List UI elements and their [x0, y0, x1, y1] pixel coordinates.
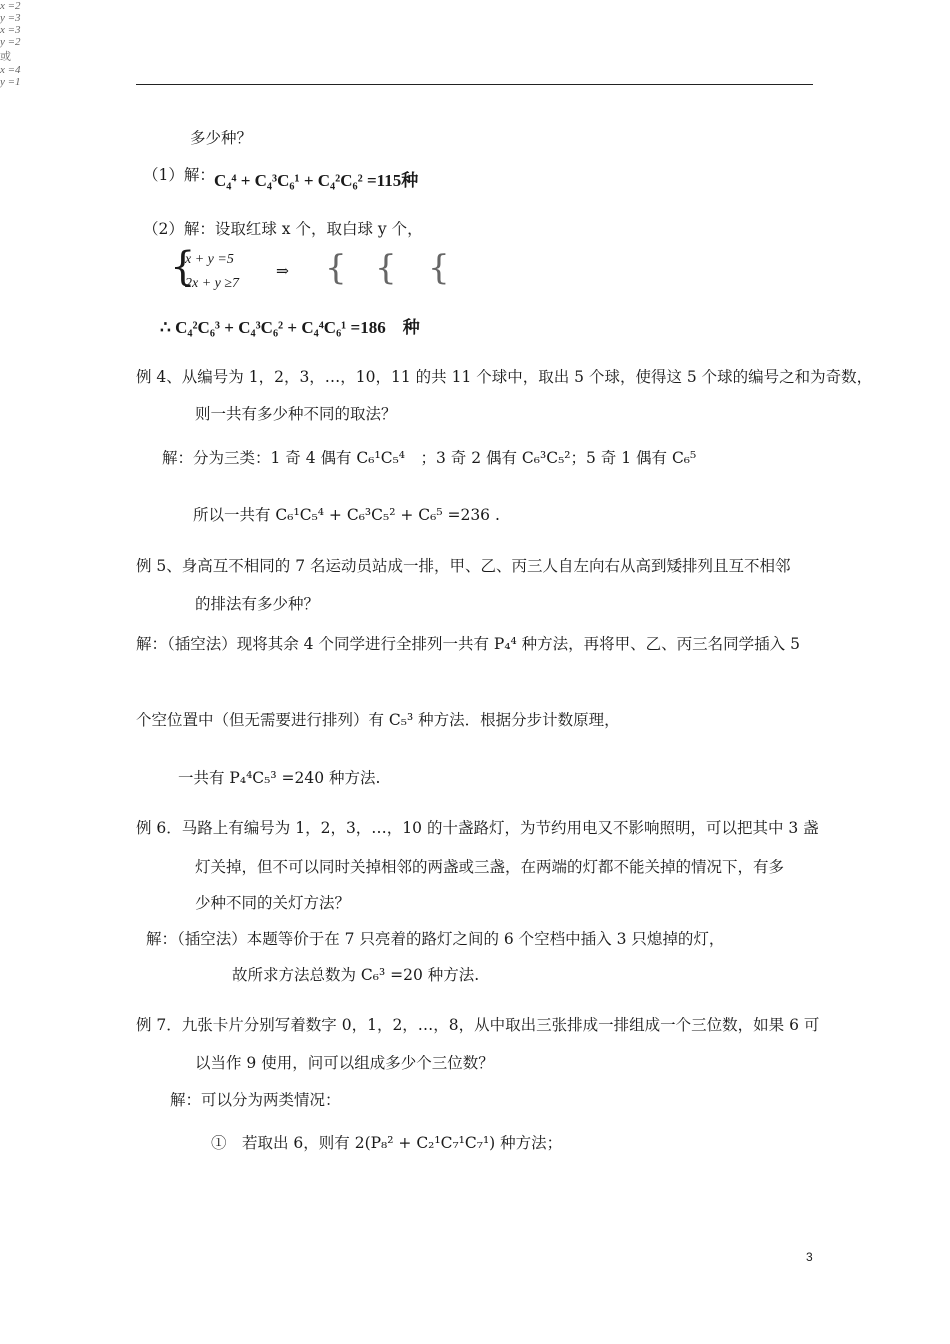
equation-system: { x + y =5 2x + y ≥7 ⇒ { x =2 y =3 { x =3 y =2 或 { x =4 y =1 — [0, 0, 950, 88]
example-text: 少种不同的关灯方法？ — [195, 894, 351, 912]
solution-text: 个空位置中（但无需要进行排列）有 C₅³ 种方法．根据分步计数原理， — [136, 711, 620, 729]
solution-label: （1）解： — [143, 166, 215, 184]
equation: x =4 — [0, 64, 21, 76]
solution-text: 解：（插空法）本题等价于在 7 只亮着的路灯之间的 6 个空档中插入 3 只熄掉的灯， — [146, 930, 725, 948]
header-rule — [136, 84, 813, 85]
example-text: 例 6．马路上有编号为 1，2，3，…，10 的十盏路灯，为节约用电又不影响照明，可以把其中 3 盏 — [136, 819, 819, 837]
example-text: 例 5、身高互不相同的 7 名运动员站成一排，甲、乙、丙三人自左向右从高到矮排列且互不相邻 — [136, 557, 791, 575]
solution-text: 解：（插空法）现将其余 4 个同学进行全排列一共有 P₄⁴ 种方法，再将甲、乙、丙三名同学插入 5 — [136, 635, 800, 653]
solution-text: 所以一共有 C₆¹C₅⁴ + C₆³C₅² + C₆⁵ =236 . — [193, 506, 500, 524]
example-text: 灯关掉，但不可以同时关掉相邻的两盏或三盏，在两端的灯都不能关掉的情况下，有多 — [195, 858, 785, 876]
equation: y =2 — [0, 36, 21, 48]
solution-text: 解：分为三类：1 奇 4 偶有 C₆¹C₅⁴ ；3 奇 2 偶有 C₆³C₅²；5 奇 1 偶有 C₆⁵ — [162, 449, 697, 467]
equation: y =3 — [0, 12, 21, 24]
solution-text: 一共有 P₄⁴C₅³ =240 种方法. — [178, 769, 381, 787]
example-text: 则一共有多少种不同的取法？ — [195, 405, 397, 423]
equation: x + y =5 — [185, 252, 234, 267]
example-text: 的排法有多少种？ — [195, 595, 320, 613]
text-line: （2）解：设取红球 x 个，取白球 y 个， — [143, 220, 423, 238]
equation: x =3 — [0, 24, 21, 36]
solution-text: 解：可以分为两类情况： — [170, 1091, 341, 1109]
formula: ∴ C₄²C₆³ + C₄³C₆² + C₄⁴C₆¹ =186 种 — [160, 318, 420, 337]
or-word: 或 — [0, 51, 11, 63]
solution-text: 故所求方法总数为 C₆³ =20 种方法. — [232, 966, 480, 984]
equation: x =2 — [0, 0, 21, 12]
solution-text: ① 若取出 6，则有 2(P₈² + C₂¹C₇¹C₇¹) 种方法； — [211, 1134, 563, 1152]
example-text: 例 7．九张卡片分别写着数字 0，1，2，…，8，从中取出三张排成一排组成一个三位数，如果 6 可 — [136, 1016, 820, 1034]
page-number: 3 — [806, 1250, 813, 1264]
equation: y =1 — [0, 76, 21, 88]
implies-symbol: ⇒ — [276, 263, 289, 280]
example-text: 以当作 9 使用，问可以组成多少个三位数？ — [195, 1054, 494, 1072]
example-text: 例 4、从编号为 1，2，3，…，10，11 的共 11 个球中，取出 5 个球，使得这 5 个球的编号之和为奇数， — [136, 368, 873, 386]
formula: C₄⁴ + C₄³C₆¹ + C₄²C₆² =115种 — [214, 171, 419, 190]
equation: 2x + y ≥7 — [185, 276, 240, 291]
text-line: 多少种？ — [190, 129, 253, 147]
